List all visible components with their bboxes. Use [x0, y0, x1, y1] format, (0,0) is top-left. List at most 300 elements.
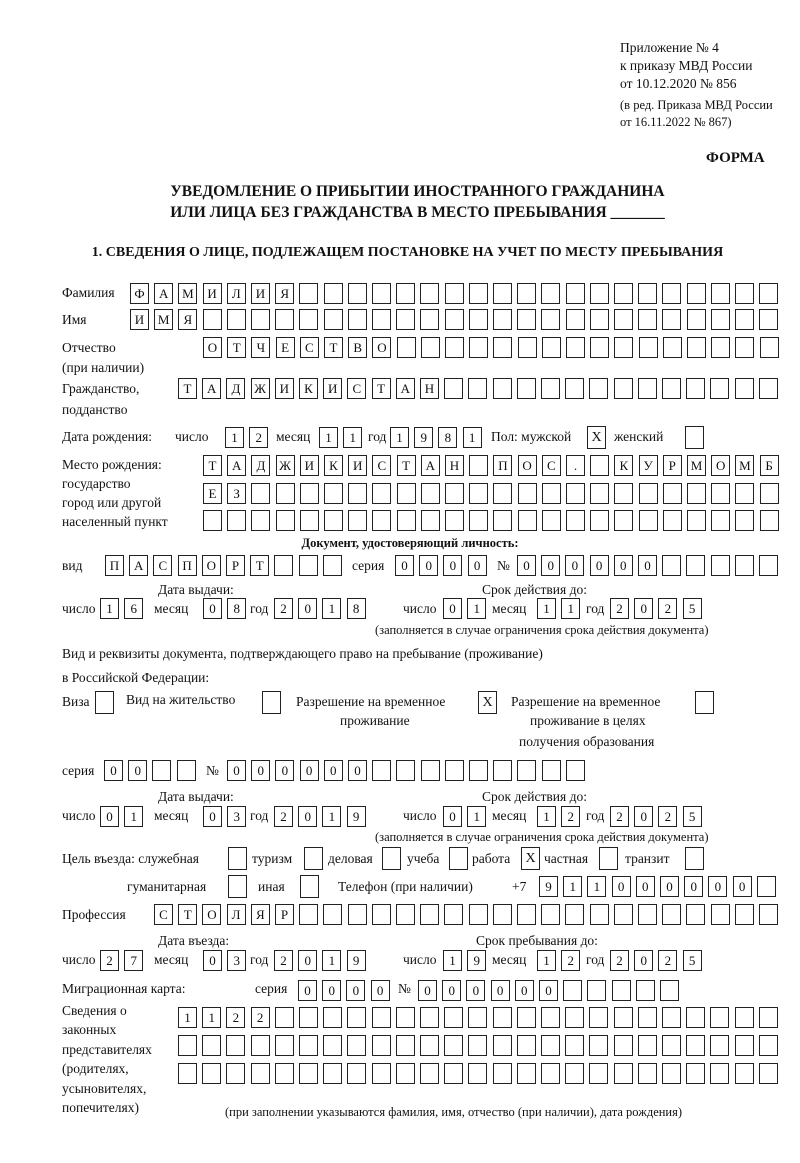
stay-valid-year-cell[interactable]: 5: [683, 806, 702, 827]
migration-number-cell[interactable]: [636, 980, 655, 1001]
surname-cell[interactable]: [348, 283, 367, 304]
stay-until-month-cell[interactable]: 2: [561, 950, 580, 971]
birthplace-1-cell[interactable]: С: [542, 455, 561, 476]
name-cell[interactable]: Я: [178, 309, 197, 330]
profession-cell[interactable]: [299, 904, 318, 925]
representatives-3-cell[interactable]: [178, 1063, 197, 1084]
patronymic-cell[interactable]: [687, 337, 706, 358]
profession-cell[interactable]: Р: [275, 904, 294, 925]
stay-issue-year-cell[interactable]: 0: [298, 806, 317, 827]
representatives-3-cell[interactable]: [735, 1063, 754, 1084]
birthplace-2-cell[interactable]: [397, 483, 416, 504]
representatives-3-cell[interactable]: [347, 1063, 366, 1084]
name-cell[interactable]: [687, 309, 706, 330]
citizenship-cell[interactable]: [686, 378, 705, 399]
name-cell[interactable]: [590, 309, 609, 330]
residence-permit-checkbox[interactable]: [262, 691, 281, 714]
name-cell[interactable]: [711, 309, 730, 330]
purpose-transit-checkbox[interactable]: [685, 847, 704, 870]
migration-number-cell[interactable]: [660, 980, 679, 1001]
representatives-1-cell[interactable]: 1: [202, 1007, 221, 1028]
birthplace-3-cell[interactable]: [760, 510, 779, 531]
phone-cell[interactable]: 0: [733, 876, 752, 897]
representatives-2-cell[interactable]: [323, 1035, 342, 1056]
id-number-cell[interactable]: [759, 555, 778, 576]
phone-cell[interactable]: 1: [563, 876, 582, 897]
representatives-1-cell[interactable]: [275, 1007, 294, 1028]
stay-series-cell[interactable]: [177, 760, 196, 781]
birthplace-3-cell[interactable]: [372, 510, 391, 531]
representatives-3-cell[interactable]: [541, 1063, 560, 1084]
id-valid-year-cell[interactable]: 2: [610, 598, 629, 619]
birth-year-cell[interactable]: 1: [390, 427, 409, 448]
profession-cell[interactable]: [614, 904, 633, 925]
birth-year-cell[interactable]: 9: [414, 427, 433, 448]
id-issue-day-cell[interactable]: 6: [124, 598, 143, 619]
entry-year-cell[interactable]: 2: [274, 950, 293, 971]
purpose-private-checkbox[interactable]: [599, 847, 618, 870]
representatives-3-cell[interactable]: [517, 1063, 536, 1084]
birthplace-3-cell[interactable]: [590, 510, 609, 531]
birth-month-cell[interactable]: 1: [319, 427, 338, 448]
migration-number-cell[interactable]: [563, 980, 582, 1001]
representatives-3-cell[interactable]: [638, 1063, 657, 1084]
citizenship-cell[interactable]: [759, 378, 778, 399]
citizenship-cell[interactable]: [638, 378, 657, 399]
birthplace-2-cell[interactable]: [518, 483, 537, 504]
id-kind-cell[interactable]: [274, 555, 293, 576]
name-cell[interactable]: [227, 309, 246, 330]
stay-valid-month-cell[interactable]: 1: [537, 806, 556, 827]
stay-number-cell[interactable]: [445, 760, 464, 781]
birthplace-3-cell[interactable]: [227, 510, 246, 531]
patronymic-cell[interactable]: В: [348, 337, 367, 358]
birthplace-2-cell[interactable]: [735, 483, 754, 504]
profession-cell[interactable]: [686, 904, 705, 925]
birthplace-1-cell[interactable]: .: [566, 455, 585, 476]
id-valid-year-cell[interactable]: 5: [683, 598, 702, 619]
purpose-study-checkbox[interactable]: [449, 847, 468, 870]
name-cell[interactable]: [493, 309, 512, 330]
representatives-1-cell[interactable]: [638, 1007, 657, 1028]
representatives-3-cell[interactable]: [226, 1063, 245, 1084]
citizenship-cell[interactable]: А: [396, 378, 415, 399]
surname-cell[interactable]: [735, 283, 754, 304]
profession-cell[interactable]: [323, 904, 342, 925]
representatives-1-cell[interactable]: [444, 1007, 463, 1028]
birthplace-2-cell[interactable]: [276, 483, 295, 504]
stay-number-cell[interactable]: [542, 760, 561, 781]
citizenship-cell[interactable]: [589, 378, 608, 399]
patronymic-cell[interactable]: [614, 337, 633, 358]
entry-day-cell[interactable]: 7: [124, 950, 143, 971]
id-valid-year-cell[interactable]: 0: [634, 598, 653, 619]
temp-residence-checkbox[interactable]: X: [478, 691, 497, 714]
citizenship-cell[interactable]: [493, 378, 512, 399]
birthplace-1-cell[interactable]: Р: [663, 455, 682, 476]
migration-number-cell[interactable]: 0: [491, 980, 510, 1001]
birthplace-3-cell[interactable]: [203, 510, 222, 531]
representatives-1-cell[interactable]: [396, 1007, 415, 1028]
id-number-cell[interactable]: [686, 555, 705, 576]
representatives-3-cell[interactable]: [614, 1063, 633, 1084]
surname-cell[interactable]: [299, 283, 318, 304]
surname-cell[interactable]: Л: [227, 283, 246, 304]
patronymic-cell[interactable]: О: [203, 337, 222, 358]
profession-cell[interactable]: О: [202, 904, 221, 925]
patronymic-cell[interactable]: [518, 337, 537, 358]
stay-number-cell[interactable]: [421, 760, 440, 781]
representatives-2-cell[interactable]: [493, 1035, 512, 1056]
stay-issue-year-cell[interactable]: 2: [274, 806, 293, 827]
birthplace-1-cell[interactable]: М: [735, 455, 754, 476]
stay-until-day-cell[interactable]: 1: [443, 950, 462, 971]
birthplace-1-cell[interactable]: Т: [203, 455, 222, 476]
representatives-3-cell[interactable]: [662, 1063, 681, 1084]
patronymic-cell[interactable]: [639, 337, 658, 358]
birthplace-3-cell[interactable]: [711, 510, 730, 531]
name-cell[interactable]: [275, 309, 294, 330]
id-issue-year-cell[interactable]: 8: [347, 598, 366, 619]
id-series-cell[interactable]: 0: [395, 555, 414, 576]
surname-cell[interactable]: [420, 283, 439, 304]
sex-female-checkbox[interactable]: [685, 426, 704, 449]
birthplace-2-cell[interactable]: [566, 483, 585, 504]
id-kind-cell[interactable]: Р: [226, 555, 245, 576]
patronymic-cell[interactable]: [663, 337, 682, 358]
profession-cell[interactable]: [565, 904, 584, 925]
migration-number-cell[interactable]: 0: [466, 980, 485, 1001]
citizenship-cell[interactable]: Н: [420, 378, 439, 399]
surname-cell[interactable]: [638, 283, 657, 304]
birthplace-1-cell[interactable]: К: [614, 455, 633, 476]
phone-cell[interactable]: 9: [539, 876, 558, 897]
birthplace-3-cell[interactable]: [421, 510, 440, 531]
stay-issue-month-cell[interactable]: 3: [227, 806, 246, 827]
representatives-1-cell[interactable]: [517, 1007, 536, 1028]
birthplace-2-cell[interactable]: Е: [203, 483, 222, 504]
id-number-cell[interactable]: [735, 555, 754, 576]
profession-cell[interactable]: [759, 904, 778, 925]
profession-cell[interactable]: [662, 904, 681, 925]
purpose-tourism-checkbox[interactable]: [304, 847, 323, 870]
birthplace-2-cell[interactable]: [324, 483, 343, 504]
birthplace-1-cell[interactable]: П: [493, 455, 512, 476]
phone-cell[interactable]: 0: [684, 876, 703, 897]
id-valid-day-cell[interactable]: 1: [467, 598, 486, 619]
representatives-2-cell[interactable]: [517, 1035, 536, 1056]
stay-until-year-cell[interactable]: 5: [683, 950, 702, 971]
surname-cell[interactable]: [590, 283, 609, 304]
id-series-cell[interactable]: 0: [419, 555, 438, 576]
name-cell[interactable]: [735, 309, 754, 330]
name-cell[interactable]: [614, 309, 633, 330]
representatives-1-cell[interactable]: [759, 1007, 778, 1028]
representatives-2-cell[interactable]: [226, 1035, 245, 1056]
stay-series-cell[interactable]: [152, 760, 171, 781]
stay-issue-year-cell[interactable]: 1: [322, 806, 341, 827]
id-number-cell[interactable]: 0: [517, 555, 536, 576]
birthplace-1-cell[interactable]: С: [372, 455, 391, 476]
birthplace-2-cell[interactable]: [687, 483, 706, 504]
birthplace-1-cell[interactable]: И: [348, 455, 367, 476]
stay-number-cell[interactable]: 0: [300, 760, 319, 781]
birthplace-2-cell[interactable]: [711, 483, 730, 504]
surname-cell[interactable]: [711, 283, 730, 304]
surname-cell[interactable]: [517, 283, 536, 304]
representatives-2-cell[interactable]: [759, 1035, 778, 1056]
birthplace-1-cell[interactable]: М: [687, 455, 706, 476]
name-cell[interactable]: И: [130, 309, 149, 330]
phone-cell[interactable]: 0: [708, 876, 727, 897]
profession-cell[interactable]: [372, 904, 391, 925]
representatives-2-cell[interactable]: [541, 1035, 560, 1056]
representatives-3-cell[interactable]: [710, 1063, 729, 1084]
profession-cell[interactable]: [444, 904, 463, 925]
id-number-cell[interactable]: 0: [590, 555, 609, 576]
birthplace-2-cell[interactable]: [663, 483, 682, 504]
citizenship-cell[interactable]: [444, 378, 463, 399]
id-number-cell[interactable]: 0: [565, 555, 584, 576]
id-valid-year-cell[interactable]: 2: [658, 598, 677, 619]
id-kind-cell[interactable]: П: [178, 555, 197, 576]
surname-cell[interactable]: [541, 283, 560, 304]
surname-cell[interactable]: [687, 283, 706, 304]
stay-until-day-cell[interactable]: 9: [467, 950, 486, 971]
citizenship-cell[interactable]: Т: [178, 378, 197, 399]
representatives-3-cell[interactable]: [275, 1063, 294, 1084]
birthplace-2-cell[interactable]: [469, 483, 488, 504]
stay-until-year-cell[interactable]: 2: [610, 950, 629, 971]
name-cell[interactable]: [445, 309, 464, 330]
birthplace-3-cell[interactable]: [542, 510, 561, 531]
citizenship-cell[interactable]: Ж: [251, 378, 270, 399]
patronymic-cell[interactable]: Е: [276, 337, 295, 358]
representatives-2-cell[interactable]: [710, 1035, 729, 1056]
birthplace-1-cell[interactable]: Ж: [276, 455, 295, 476]
stay-valid-month-cell[interactable]: 2: [561, 806, 580, 827]
representatives-2-cell[interactable]: [347, 1035, 366, 1056]
profession-cell[interactable]: [493, 904, 512, 925]
stay-number-cell[interactable]: [469, 760, 488, 781]
stay-number-cell[interactable]: [566, 760, 585, 781]
birthplace-3-cell[interactable]: [251, 510, 270, 531]
surname-cell[interactable]: [445, 283, 464, 304]
profession-cell[interactable]: Л: [227, 904, 246, 925]
birth-year-cell[interactable]: 8: [438, 427, 457, 448]
representatives-1-cell[interactable]: [541, 1007, 560, 1028]
patronymic-cell[interactable]: [397, 337, 416, 358]
profession-cell[interactable]: [517, 904, 536, 925]
id-kind-cell[interactable]: П: [105, 555, 124, 576]
name-cell[interactable]: [638, 309, 657, 330]
surname-cell[interactable]: М: [178, 283, 197, 304]
representatives-3-cell[interactable]: [372, 1063, 391, 1084]
birthplace-3-cell[interactable]: [493, 510, 512, 531]
id-kind-cell[interactable]: А: [129, 555, 148, 576]
name-cell[interactable]: [517, 309, 536, 330]
stay-issue-day-cell[interactable]: 0: [100, 806, 119, 827]
id-kind-cell[interactable]: [299, 555, 318, 576]
representatives-1-cell[interactable]: [347, 1007, 366, 1028]
citizenship-cell[interactable]: Т: [372, 378, 391, 399]
representatives-2-cell[interactable]: [444, 1035, 463, 1056]
purpose-work-checkbox[interactable]: X: [521, 847, 540, 870]
stay-until-year-cell[interactable]: 2: [658, 950, 677, 971]
birth-day-cell[interactable]: 1: [225, 427, 244, 448]
citizenship-cell[interactable]: И: [275, 378, 294, 399]
birthplace-3-cell[interactable]: [445, 510, 464, 531]
id-series-cell[interactable]: 0: [468, 555, 487, 576]
birthplace-2-cell[interactable]: [372, 483, 391, 504]
stay-number-cell[interactable]: [517, 760, 536, 781]
citizenship-cell[interactable]: [517, 378, 536, 399]
profession-cell[interactable]: [396, 904, 415, 925]
id-series-cell[interactable]: 0: [443, 555, 462, 576]
stay-number-cell[interactable]: 0: [348, 760, 367, 781]
birthplace-1-cell[interactable]: [469, 455, 488, 476]
purpose-humanitarian-checkbox[interactable]: [228, 875, 247, 898]
name-cell[interactable]: [396, 309, 415, 330]
birthplace-1-cell[interactable]: О: [711, 455, 730, 476]
migration-number-cell[interactable]: 0: [418, 980, 437, 1001]
migration-number-cell[interactable]: 0: [442, 980, 461, 1001]
birthplace-1-cell[interactable]: О: [518, 455, 537, 476]
migration-series-cell[interactable]: 0: [346, 980, 365, 1001]
stay-issue-month-cell[interactable]: 0: [203, 806, 222, 827]
representatives-2-cell[interactable]: [178, 1035, 197, 1056]
stay-valid-day-cell[interactable]: 1: [467, 806, 486, 827]
birthplace-2-cell[interactable]: [614, 483, 633, 504]
stay-issue-day-cell[interactable]: 1: [124, 806, 143, 827]
birthplace-3-cell[interactable]: [566, 510, 585, 531]
citizenship-cell[interactable]: [735, 378, 754, 399]
representatives-1-cell[interactable]: [468, 1007, 487, 1028]
id-number-cell[interactable]: [662, 555, 681, 576]
profession-cell[interactable]: [590, 904, 609, 925]
birthplace-3-cell[interactable]: [639, 510, 658, 531]
id-valid-day-cell[interactable]: 0: [443, 598, 462, 619]
id-valid-month-cell[interactable]: 1: [537, 598, 556, 619]
birthplace-3-cell[interactable]: [469, 510, 488, 531]
patronymic-cell[interactable]: [493, 337, 512, 358]
birthplace-2-cell[interactable]: [639, 483, 658, 504]
patronymic-cell[interactable]: О: [372, 337, 391, 358]
representatives-3-cell[interactable]: [468, 1063, 487, 1084]
id-issue-year-cell[interactable]: 0: [298, 598, 317, 619]
representatives-1-cell[interactable]: [493, 1007, 512, 1028]
patronymic-cell[interactable]: [542, 337, 561, 358]
name-cell[interactable]: [348, 309, 367, 330]
id-number-cell[interactable]: [711, 555, 730, 576]
birthplace-2-cell[interactable]: [542, 483, 561, 504]
birthplace-1-cell[interactable]: А: [227, 455, 246, 476]
birthplace-3-cell[interactable]: [663, 510, 682, 531]
id-kind-cell[interactable]: Т: [250, 555, 269, 576]
patronymic-cell[interactable]: [760, 337, 779, 358]
patronymic-cell[interactable]: [445, 337, 464, 358]
birthplace-2-cell[interactable]: [590, 483, 609, 504]
stay-issue-year-cell[interactable]: 9: [347, 806, 366, 827]
stay-series-cell[interactable]: 0: [128, 760, 147, 781]
citizenship-cell[interactable]: [468, 378, 487, 399]
representatives-3-cell[interactable]: [420, 1063, 439, 1084]
profession-cell[interactable]: [735, 904, 754, 925]
birthplace-3-cell[interactable]: [276, 510, 295, 531]
profession-cell[interactable]: Я: [251, 904, 270, 925]
representatives-1-cell[interactable]: [589, 1007, 608, 1028]
representatives-3-cell[interactable]: [759, 1063, 778, 1084]
citizenship-cell[interactable]: [614, 378, 633, 399]
stay-number-cell[interactable]: 0: [275, 760, 294, 781]
name-cell[interactable]: [469, 309, 488, 330]
name-cell[interactable]: М: [154, 309, 173, 330]
representatives-1-cell[interactable]: [420, 1007, 439, 1028]
patronymic-cell[interactable]: Т: [227, 337, 246, 358]
representatives-2-cell[interactable]: [565, 1035, 584, 1056]
migration-number-cell[interactable]: [612, 980, 631, 1001]
citizenship-cell[interactable]: [662, 378, 681, 399]
birthplace-2-cell[interactable]: [445, 483, 464, 504]
representatives-3-cell[interactable]: [202, 1063, 221, 1084]
profession-cell[interactable]: Т: [178, 904, 197, 925]
representatives-3-cell[interactable]: [444, 1063, 463, 1084]
birthplace-2-cell[interactable]: З: [227, 483, 246, 504]
representatives-3-cell[interactable]: [565, 1063, 584, 1084]
representatives-2-cell[interactable]: [251, 1035, 270, 1056]
representatives-2-cell[interactable]: [662, 1035, 681, 1056]
birthplace-3-cell[interactable]: [348, 510, 367, 531]
stay-until-year-cell[interactable]: 0: [634, 950, 653, 971]
id-issue-year-cell[interactable]: 1: [322, 598, 341, 619]
birthplace-2-cell[interactable]: [421, 483, 440, 504]
entry-year-cell[interactable]: 9: [347, 950, 366, 971]
entry-month-cell[interactable]: 3: [227, 950, 246, 971]
representatives-2-cell[interactable]: [420, 1035, 439, 1056]
representatives-1-cell[interactable]: [662, 1007, 681, 1028]
id-kind-cell[interactable]: О: [202, 555, 221, 576]
entry-year-cell[interactable]: 0: [298, 950, 317, 971]
birthplace-3-cell[interactable]: [324, 510, 343, 531]
representatives-1-cell[interactable]: 2: [226, 1007, 245, 1028]
birthplace-1-cell[interactable]: Д: [251, 455, 270, 476]
id-number-cell[interactable]: 0: [614, 555, 633, 576]
stay-valid-day-cell[interactable]: 0: [443, 806, 462, 827]
representatives-2-cell[interactable]: [372, 1035, 391, 1056]
phone-cell[interactable]: 1: [587, 876, 606, 897]
profession-cell[interactable]: [348, 904, 367, 925]
birthplace-1-cell[interactable]: А: [421, 455, 440, 476]
surname-cell[interactable]: И: [251, 283, 270, 304]
stay-number-cell[interactable]: 0: [251, 760, 270, 781]
name-cell[interactable]: [541, 309, 560, 330]
stay-valid-year-cell[interactable]: 0: [634, 806, 653, 827]
surname-cell[interactable]: [614, 283, 633, 304]
surname-cell[interactable]: [396, 283, 415, 304]
citizenship-cell[interactable]: С: [347, 378, 366, 399]
sex-male-checkbox[interactable]: X: [587, 426, 606, 449]
phone-cell[interactable]: [757, 876, 776, 897]
birthplace-1-cell[interactable]: Т: [397, 455, 416, 476]
id-issue-month-cell[interactable]: 0: [203, 598, 222, 619]
representatives-1-cell[interactable]: [686, 1007, 705, 1028]
representatives-2-cell[interactable]: [614, 1035, 633, 1056]
id-issue-month-cell[interactable]: 8: [227, 598, 246, 619]
citizenship-cell[interactable]: [541, 378, 560, 399]
surname-cell[interactable]: [372, 283, 391, 304]
migration-number-cell[interactable]: 0: [515, 980, 534, 1001]
birthplace-3-cell[interactable]: [518, 510, 537, 531]
